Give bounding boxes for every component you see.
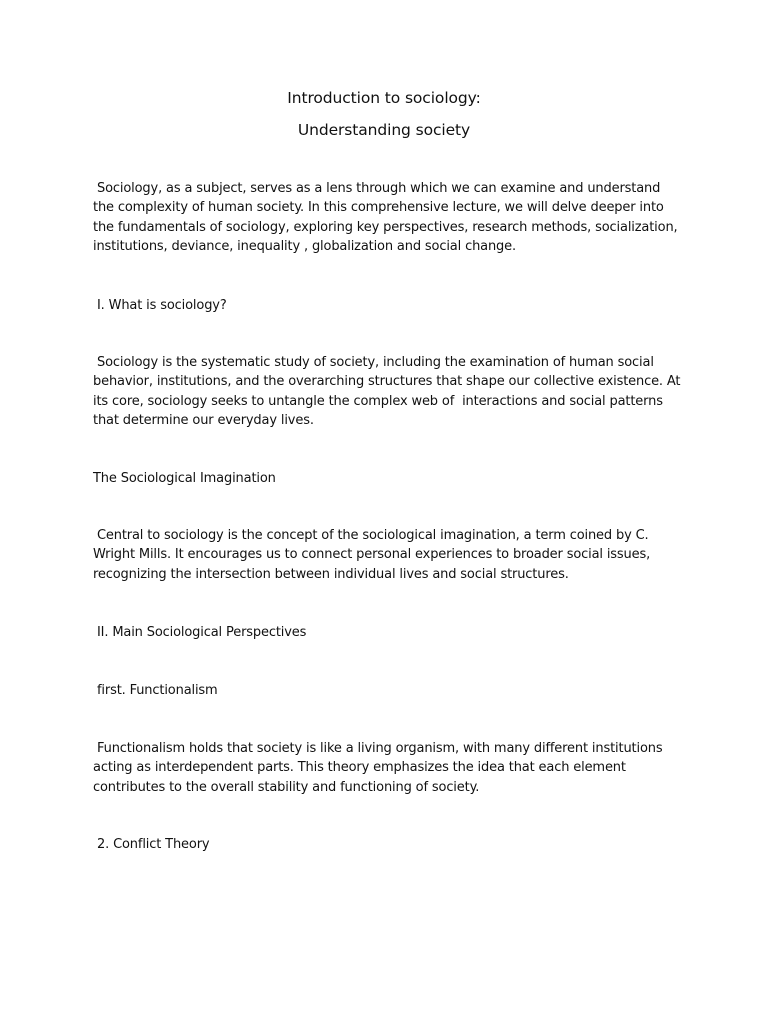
perspective-1-paragraph: Functionalism holds that society is like a living organism, with many different institutions acting as interdependent parts. This theory emphasizes the idea that each element contributes to the overall stability and functioning of society. [93,741,667,795]
document-title-line-1: Introduction to sociology: [287,89,481,107]
perspective-2-heading: 2. Conflict Theory [93,837,210,852]
subsection-paragraph: Central to sociology is the concept of the sociological imagination, a term coined by C. Wright Mills. It encourages us to connect personal experiences to broader social issues, recognizing the intersection between individual lives and social structures. [93,528,655,582]
section-1-paragraph: Sociology is the systematic study of society, including the examination of human social behavior, institutions, and the overarching structures that shape our collective existence. At its core, sociology seeks to untangle the complex web of interactions and social patterns that determine our everyday lives. [93,355,685,428]
section-2-heading: II. Main Sociological Perspectives [93,625,307,640]
section-1-heading: I. What is sociology? [93,298,227,313]
document-title-line-2: Understanding society [297,121,471,139]
perspective-1-heading: first. Functionalism [93,683,218,698]
subsection-heading: The Sociological Imagination [93,471,276,486]
intro-paragraph: Sociology, as a subject, serves as a lens through which we can examine and understand the complexity of human society. In this comprehensive lecture, we will delve deeper into the fundamentals of sociology, exploring key perspectives, research methods, socialization, institutions, deviance, inequality , globalization and social change. [93,181,682,254]
